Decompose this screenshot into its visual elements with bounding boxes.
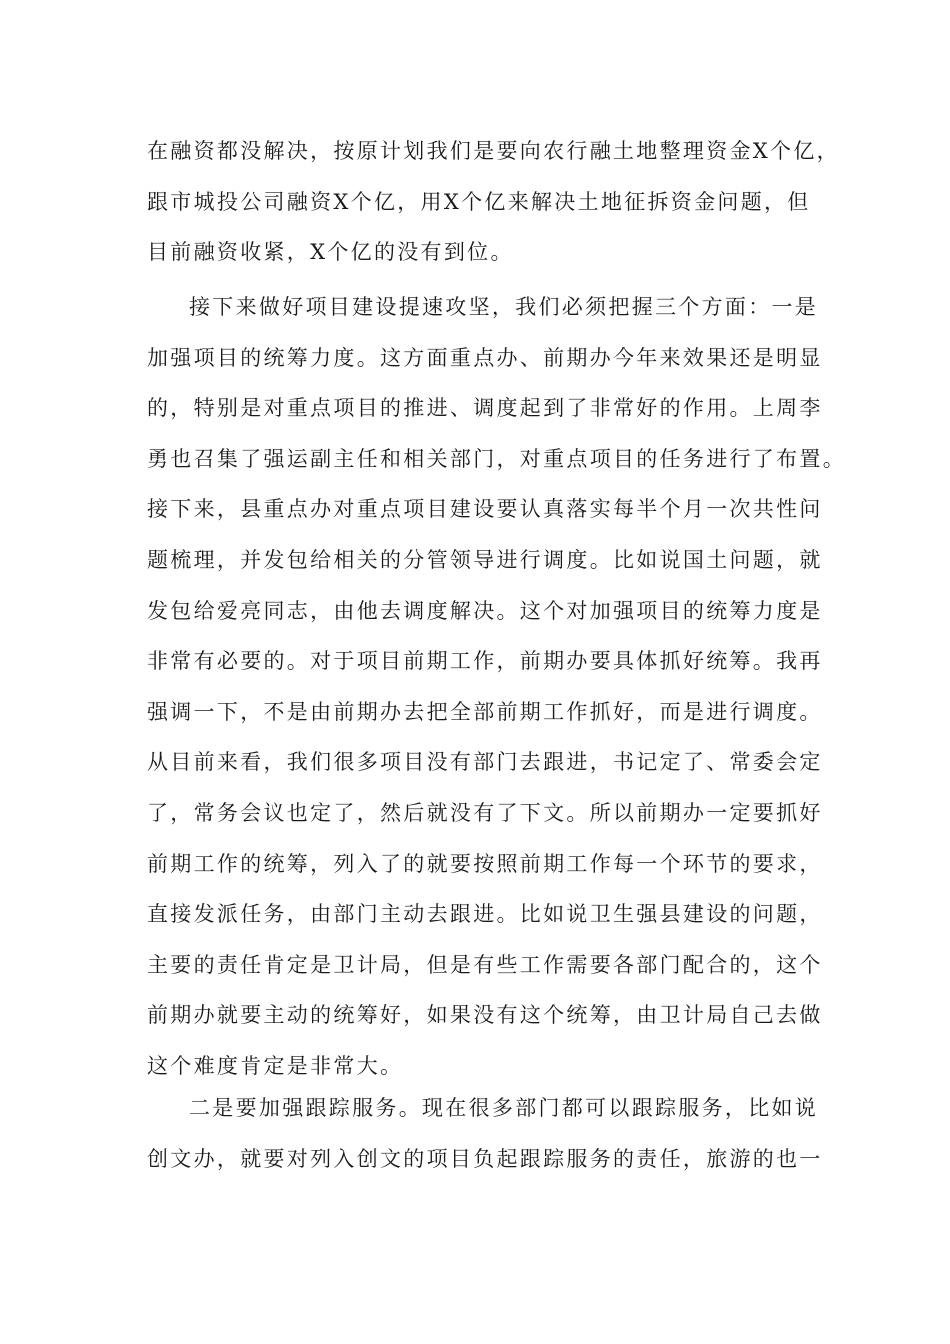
text-line: 加强项目的统筹力度。这方面重点办、前期办今年来效果还是明显: [147, 345, 823, 370]
text-line: 从目前来看，我们很多项目没有部门去跟进，书记定了、常委会定: [147, 750, 823, 775]
text-line: 二是要加强跟踪服务。现在很多部门都可以跟踪服务，比如说: [189, 1096, 819, 1120]
text-line: 勇也召集了强运副主任和相关部门，对重点项目的任务进行了布置。: [147, 446, 846, 471]
text-line: 前期办就要主动的统筹好，如果没有这个统筹，由卫计局自己去做: [147, 1003, 823, 1028]
text-line: 前期工作的统筹，列入了的就要按照前期工作每一个环节的要求，: [147, 851, 823, 876]
text-line: 的，特别是对重点项目的推进、调度起到了非常好的作用。上周李: [147, 396, 823, 421]
text-line: 跟市城投公司融资X个亿，用X个亿来解决土地征拆资金问题，但: [147, 189, 811, 214]
paragraph-tracking-service: [147, 1083, 823, 1184]
text-line: 接下来做好项目建设提速攻坚，我们必须把握三个方面：一是: [189, 295, 819, 319]
text-line: 发包给爱亮同志，由他去调度解决。这个对加强项目的统筹力度是: [147, 598, 823, 623]
text-line: 接下来，县重点办对重点项目建设要认真落实每半个月一次共性问: [147, 497, 823, 522]
paragraph-project-coordination: [147, 282, 846, 1092]
text-line: 目前融资收紧，X个亿的没有到位。: [147, 240, 514, 265]
text-line: 直接发派任务，由部门主动去跟进。比如说卫生强县建设的问题，: [147, 902, 823, 927]
text-line: 非常有必要的。对于项目前期工作，前期办要具体抓好统筹。我再: [147, 649, 823, 674]
text-line: 在融资都没解决，按原计划我们是要向农行融土地整理资金X个亿，: [147, 139, 840, 163]
text-line: 创文办，就要对列入创文的项目负起跟踪服务的责任，旅游的也一: [147, 1146, 823, 1171]
text-line: 强调一下，不是由前期办去把全部前期工作抓好，而是进行调度。: [147, 699, 823, 724]
paragraph-continuation: [147, 126, 840, 278]
text-line: 了，常务会议也定了，然后就没有了下文。所以前期办一定要抓好: [147, 800, 823, 825]
text-line: 题梳理，并发包给相关的分管领导进行调度。比如说国土问题，就: [147, 547, 823, 572]
text-line: 主要的责任肯定是卫计局，但是有些工作需要各部门配合的，这个: [147, 952, 823, 977]
text-line: 这个难度肯定是非常大。: [147, 1053, 404, 1078]
